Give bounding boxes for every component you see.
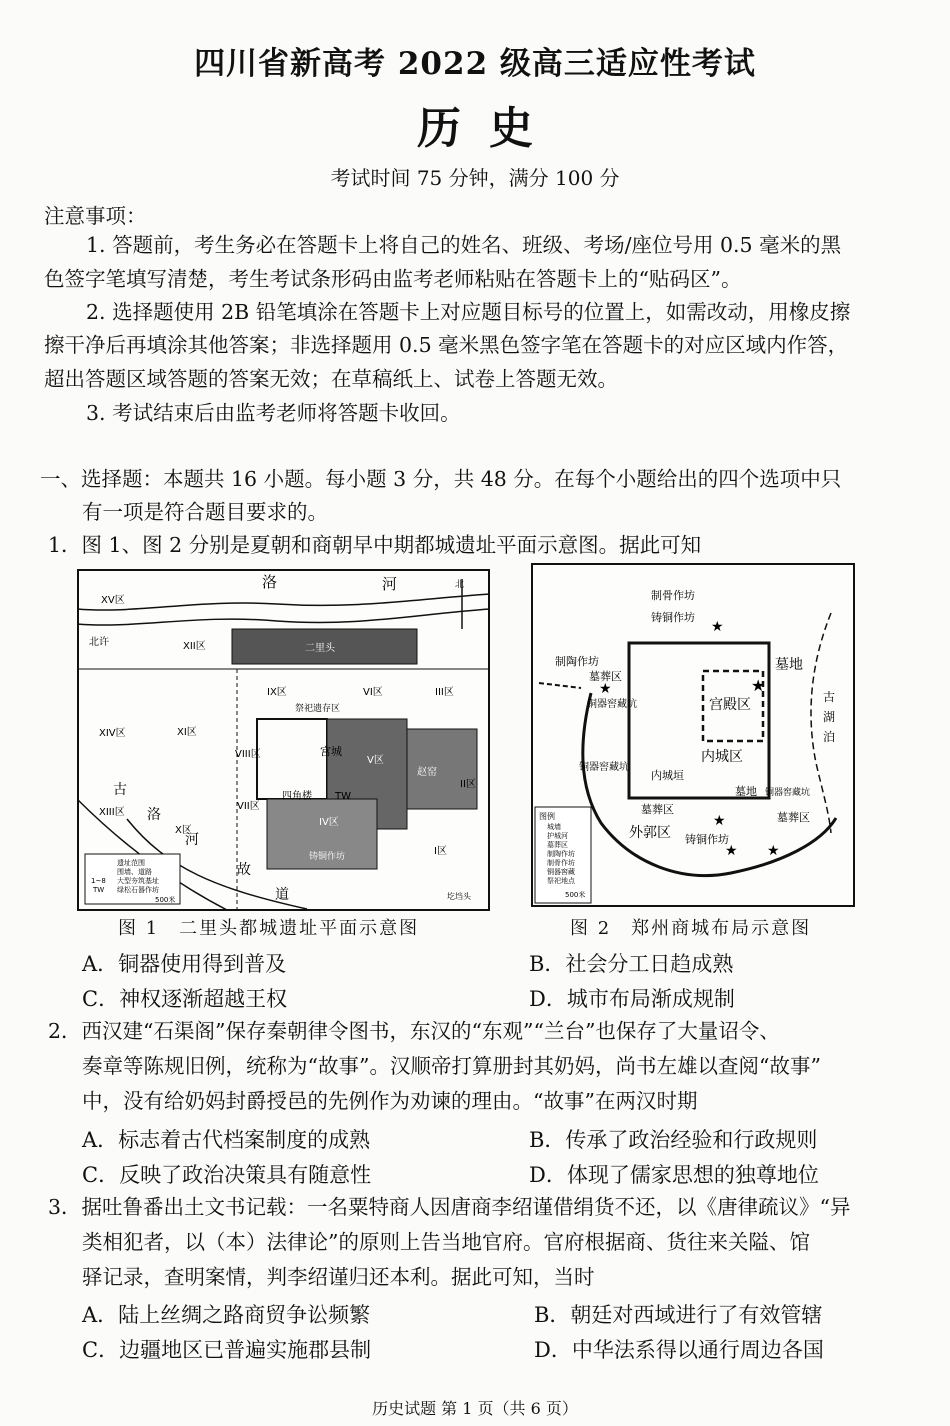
fig2-label: 铸铜作坊 [651, 611, 695, 624]
figure1-caption: 图 1 二里头都城遗址平面示意图 [118, 918, 420, 939]
option-d[interactable]: D．中华法系得以通行周边各国 [534, 1338, 824, 1362]
figure-zhengzhou-map [531, 563, 855, 907]
fig2-label: 墓葬区 [589, 670, 622, 683]
fig1-label: II区 [460, 779, 476, 790]
fig1-label: 古 [113, 782, 127, 798]
notice-line: 2. 选择题使用 2B 铅笔填涂在答题卡上对应题目标号的位置上，如需改动，用橡皮擦 [86, 300, 851, 324]
exam-title: 四川省新高考 2022 级高三适应性考试 [194, 46, 756, 82]
star-icon: ★ [711, 619, 724, 635]
option-a[interactable]: A．陆上丝绸之路商贸争讼频繁 [82, 1303, 371, 1327]
fig2-label: 湖 [823, 710, 836, 724]
subject-title: 历史 [417, 103, 561, 154]
fig2-label: 铜器窖藏坑 [579, 762, 629, 773]
notice-line: 超出答题区域答题的答案无效；在草稿纸上、试卷上答题无效。 [44, 367, 618, 391]
section-heading: 一、选择题：本题共 16 小题。每小题 3 分，共 48 分。在每个小题给出的四个选项中只 [40, 467, 842, 491]
question-stem: 驿记录，查明案情，判李绍谨归还本利。据此可知，当时 [82, 1265, 595, 1289]
fig1-legend: 大型夯筑基址 [117, 877, 159, 885]
fig1-label: V区 [367, 755, 384, 766]
option-a[interactable]: A．标志着古代档案制度的成熟 [82, 1128, 371, 1152]
fig1-label: 故 [237, 862, 251, 878]
fig1-label: IX区 [267, 687, 287, 698]
fig2-label: 墓葬区 [641, 803, 674, 816]
fig1-label: III区 [435, 687, 454, 698]
fig2-label: 泊 [823, 730, 836, 744]
option-c[interactable]: C．反映了政治决策具有随意性 [82, 1163, 372, 1187]
notice-line: 1. 答题前，考生务必在答题卡上将自己的姓名、班级、考场/座位号用 0.5 毫米的黑 [86, 233, 842, 257]
fig1-label: XIII区 [99, 807, 125, 818]
fig2-label: 内城区 [701, 749, 743, 765]
figure2-caption: 图 2 郑州商城布局示意图 [570, 918, 812, 939]
notice-line: 色签字笔填写清楚，考生考试条形码由监考老师粘贴在答题卡上的“贴码区”。 [44, 267, 742, 291]
fig2-legend: 祭祀地点 [547, 877, 575, 885]
fig1-scale: 500米 [155, 896, 176, 904]
north-arrow-label: 北 [455, 580, 465, 590]
fig2-label: 铸铜作坊 [685, 833, 729, 846]
fig2-label: 宫殿区 [709, 697, 751, 713]
fig1-label: I区 [434, 846, 447, 857]
option-d[interactable]: D．体现了儒家思想的独尊地位 [529, 1163, 819, 1187]
option-b[interactable]: B．传承了政治经验和行政规则 [529, 1128, 818, 1152]
page-footer: 历史试题 第 1 页（共 6 页） [372, 1399, 578, 1418]
fig2-legend: 城墙 [547, 823, 561, 831]
option-b[interactable]: B．朝廷对西域进行了有效管辖 [534, 1303, 823, 1327]
star-icon: ★ [751, 676, 766, 695]
option-c[interactable]: C．边疆地区已普遍实施郡县制 [82, 1338, 372, 1362]
fig1-label: TW [335, 791, 351, 802]
option-d[interactable]: D．城市布局渐成规制 [529, 987, 735, 1011]
fig2-label: 墓葬区 [777, 811, 810, 824]
fig2-legend: 墓葬区 [547, 841, 568, 849]
fig1-label: VII区 [237, 801, 260, 812]
fig2-legend: 图例 [539, 812, 555, 821]
fig1-label: 河 [185, 832, 199, 848]
question-stem: 奏章等陈规旧例，统称为“故事”。汉顺帝打算册封其奶妈，尚书左雄以查阅“故事” [82, 1054, 821, 1078]
question-stem: 1．图 1、图 2 分别是夏朝和商朝早中期都城遗址平面示意图。据此可知 [48, 533, 702, 557]
fig2-scale: 500米 [565, 891, 586, 899]
fig2-legend: 护城河 [547, 832, 568, 840]
fig2-label: 制陶作坊 [555, 655, 599, 668]
fig2-label: 墓地 [735, 785, 757, 798]
fig1-label: 铸铜作坊 [309, 852, 346, 862]
notice-line: 擦干净后再填涂其他答案；非选择题用 0.5 毫米黑色签字笔在答题卡的对应区域内作答， [44, 333, 849, 357]
exam-info: 考试时间 75 分钟，满分 100 分 [330, 166, 620, 190]
question-stem: 类相犯者，以（本）法律论”的原则上告当地官府。官府根据商、货往来关隘、馆 [82, 1230, 810, 1254]
fig1-label: XV区 [101, 595, 125, 606]
fig1-label: VI区 [363, 687, 383, 698]
fig1-legend: TW [93, 886, 105, 894]
fig1-label: 二里头 [305, 643, 335, 654]
fig1-label: 道 [275, 887, 289, 903]
star-icon: ★ [599, 681, 612, 697]
fig1-legend: 绿松石器作坊 [117, 886, 159, 894]
fig1-legend: 遗址范围 [117, 859, 145, 867]
fig1-label: VIII区 [235, 749, 261, 760]
star-icon: ★ [713, 813, 726, 829]
fig2-legend: 铜器窖藏 [547, 868, 575, 876]
fig2-label: 墓地 [775, 657, 803, 673]
fig2-legend: 制陶作坊 [547, 850, 575, 858]
fig2-legend: 制骨作坊 [547, 859, 575, 867]
fig1-legend: 围墙、道路 [117, 868, 152, 876]
fig1-label: XII区 [183, 641, 206, 652]
fig1-label: X区 [175, 825, 192, 836]
option-a[interactable]: A．铜器使用得到普及 [82, 952, 287, 976]
fig1-label: 河 [382, 575, 398, 593]
fig1-label: 四角楼 [282, 791, 312, 802]
fig1-label: XI区 [177, 727, 197, 738]
question-stem: 3．据吐鲁番出土文书记载：一名粟特商人因唐商李绍谨借绢货不还，以《唐律疏议》“异 [48, 1195, 851, 1219]
notice-line: 3. 考试结束后由监考老师将答题卡收回。 [86, 401, 461, 425]
fig2-label: 古 [823, 690, 836, 704]
fig1-legend: 1~8 [91, 877, 106, 885]
fig2-label: 内城垣 [651, 769, 684, 782]
fig1-label: 洛 [262, 573, 278, 591]
fig2-label: 制骨作坊 [651, 589, 695, 602]
notice-heading: 注意事项： [44, 204, 147, 228]
figure-erlitou-map [77, 569, 490, 911]
fig1-label: 圪垱头 [447, 892, 471, 901]
fig1-label: 宫城 [320, 745, 342, 758]
fig1-label: 北许 [89, 637, 109, 648]
fig2-label: 外郭区 [629, 825, 671, 841]
fig1-label: 祭祀遗存区 [295, 704, 341, 714]
fig1-label: 洛 [147, 807, 161, 823]
star-icon: ★ [767, 843, 780, 859]
fig2-label: 铜器窖藏坑 [765, 788, 811, 798]
option-c[interactable]: C．神权逐渐超越王权 [82, 987, 288, 1011]
fig2-label: 铜器窖藏坑 [587, 699, 637, 710]
fig1-label: XIV区 [99, 728, 126, 739]
question-stem: 2．西汉建“石渠阁”保存秦朝律令图书，东汉的“东观”“兰台”也保存了大量诏令、 [48, 1019, 780, 1043]
fig1-label: 赵窑 [417, 767, 437, 778]
question-stem: 中，没有给奶妈封爵授邑的先例作为劝谏的理由。“故事”在两汉时期 [82, 1089, 698, 1113]
section-heading: 有一项是符合题目要求的。 [82, 500, 328, 524]
option-b[interactable]: B．社会分工日趋成熟 [529, 952, 734, 976]
fig1-label: IV区 [319, 817, 339, 828]
star-icon: ★ [725, 843, 738, 859]
